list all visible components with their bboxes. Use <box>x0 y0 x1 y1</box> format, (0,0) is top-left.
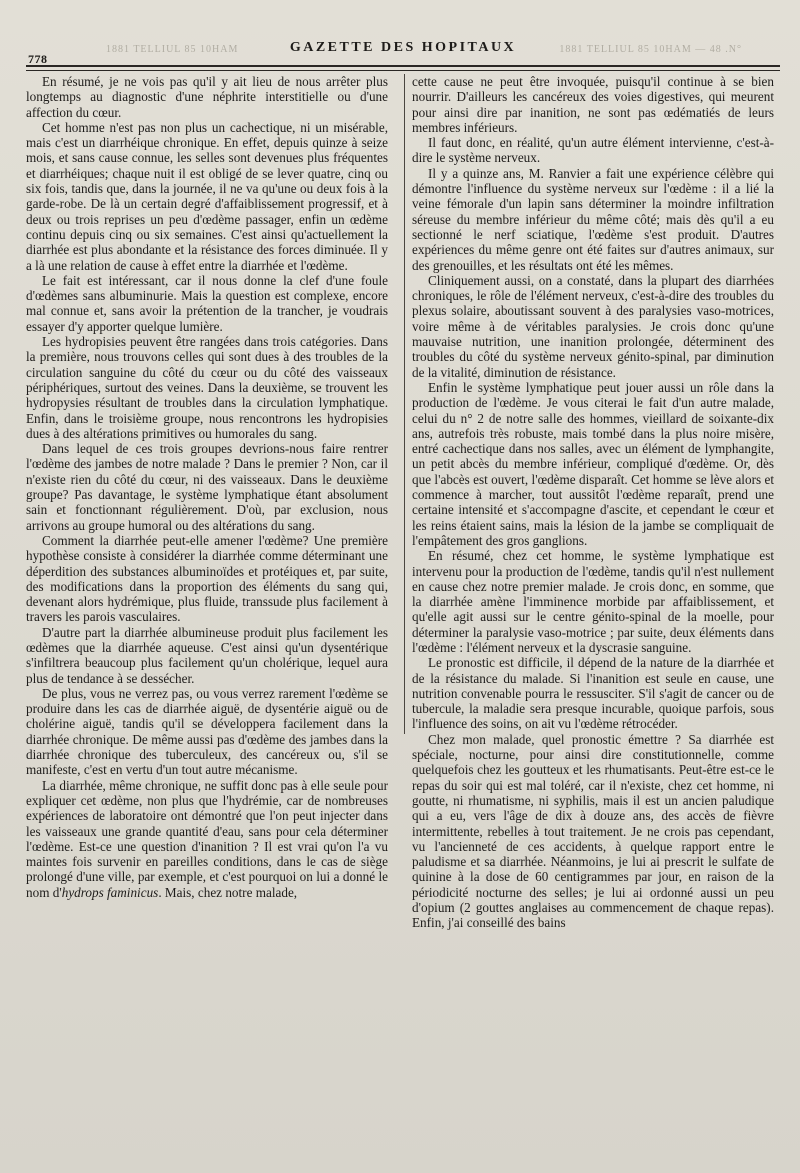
show-through-text-left: 1881 TELLIUL 85 10HAM <box>106 44 239 55</box>
paragraph: Cliniquement aussi, on a constaté, dans la plupart des diarrhées chroniques, le rôle de l'élément nerveux, c'est-à-dire des troubles du plexus solaire, aboutissant souvent à des paralysies vaso-motrices, voire même à de véritables paralysies. Je crois donc qu'une mauvaise nutrition, une inanition prolongée, déterminent des troubles du côté du système nerveux génito-spinal, par diminution de la vitalité, diminution de résistance. <box>412 272 774 380</box>
show-through-text-right: 1881 TELLIUL 85 10HAM — 48 .N° <box>559 44 742 55</box>
paragraph-tail: . Mais, chez notre malade, <box>158 884 298 900</box>
paragraph: Dans lequel de ces trois groupes devrions-nous faire rentrer l'œdème des jambes de notre malade ? Dans le premier ? Non, car il n'existe rien du côté du cœur, ni des vaisseaux. Dans le deuxième groupe? Pas davantage, le système lymphatique étant absolument sain et fonctionnant régulièrement. D'où, par exclusion, nous arrivons au groupe humoral ou des altérations du sang. <box>26 441 388 533</box>
paragraph: Il y a quinze ans, M. Ranvier a fait une expérience célèbre qui démontre l'influence du système nerveux sur l'œdème : il a lié la veine fémorale d'un lapin sans déterminer la moindre infiltration séreuse du membre inférieur du même côté; mais dès qu'il a eu sectionné le nerf sciatique, l'œdème s'est produit. D'autres expériences du même genre ont été faites sur d'autres animaux, sur des grenouilles, et les résultats ont été les mêmes. <box>412 165 774 273</box>
paragraph: En résumé, chez cet homme, le système lymphatique est intervenu pour la production de l'œdème, tandis qu'il n'est nullement en cause chez notre premier malade. Je crois donc, en somme, que la diarrhée amène l'imminence morbide par affaiblissement, et qu'elle agit aussi sur le centre génito-spinal de la moelle, pour déterminer la paralysie vaso-motrice ; par suite, deux éléments dans l'œdème : l'élément nerveux et la dyscrasie sanguine. <box>412 548 774 655</box>
page-header <box>26 38 780 64</box>
paragraph: Il faut donc, en réalité, qu'un autre élément intervienne, c'est-à-dire le système nerveux. <box>412 135 774 166</box>
page-number: 778 <box>28 52 48 66</box>
paragraph-text: La diarrhée, même chronique, ne suffit donc pas à elle seule pour expliquer cet œdème, non plus que l'hydrémie, car de nombreuses expériences de laboratoire ont démontré que l'on peut injecter dans les vaisseaux une grande quantité d'eau, sans pour cela déterminer l'œdème. Est-ce une question d'inanition ? Il est vrai qu'on l'a vu maintes fois survenir en pareilles conditions, dans le cas de siège prolongé d'une ville, par exemple, et c'est pourquoi on lui a donné le nom d' <box>26 777 388 900</box>
italic-term: hydrops faminicus <box>61 884 159 900</box>
running-title: GAZETTE DES HOPITAUX <box>289 40 517 55</box>
paragraph: Les hydropisies peuvent être rangées dans trois catégories. Dans la première, nous trouvons celles qui sont dues à des troubles de la circulation sanguine du côté du cœur ou du côté des vaisseaux périphériques, surtout des veines. Dans la deuxième, se trouvent les hydropysies résultant de troubles dans la circulation lymphatique. Enfin, dans le troisième groupe, nous rencontrons les hydropisies dues à des altérations primitives ou humorales du sang. <box>26 334 388 441</box>
left-column <box>26 74 388 900</box>
paragraph: Le fait est intéressant, car il nous donne la clef d'une foule d'œdèmes sans albuminurie. Mais la question est complexe, encore mal connue et, sans avoir la prétention de la trancher, je voudrais essayer d'y apporter quelque lumière. <box>26 272 388 334</box>
paragraph-continued: cette cause ne peut être invoquée, puisqu'il continue à se bien nourrir. D'ailleurs les cancéreux des voies digestives, qui meurent pour ainsi dire par inanition, ne sont pas œdématiés de leurs membres inférieurs. <box>412 74 774 135</box>
paragraph: En résumé, je ne vois pas qu'il y ait lieu de nous arrêter plus longtemps au diagnostic d'une néphrite interstitielle ou d'une affection du cœur. <box>26 74 388 120</box>
paragraph: D'autre part la diarrhée albumineuse produit plus facilement les œdèmes que la diarrhée aqueuse. C'est ainsi qu'un dysentérique s'infiltrera beaucoup plus facilement qu'un cholérique, lequel aura plus de tendance à se dessécher. <box>26 624 388 686</box>
paragraph: Cet homme n'est pas non plus un cachectique, ni un misérable, mais c'est un diarrhéique chronique. En effet, depuis quinze à seize mois, et sans cause connue, les selles sont devenues plus fréquentes et diarrhéiques; chaque nuit il est obligé de se lever quatre, cinq ou six fois, tandis que, dans la journée, il ne va qu'une ou deux fois à la garde-robe. De là un certain degré d'affaiblissement progressif, et à deux ou trois reprises un peu d'œdème passager, enfin un œdème continu depuis cinq ou six semaines. C'est ainsi qu'actuellement la diarrhée est plus abondante et la résistance des forces diminuée. Il y a là une relation de cause à effet entre la diarrhée et l'œdème. <box>26 119 388 273</box>
paragraph <box>26 778 388 900</box>
paragraph: Enfin le système lymphatique peut jouer aussi un rôle dans la production de l'œdème. Je vous citerai le fait d'un autre malade, celui du n° 2 de notre salle des hommes, vieillard de soixante-dix ans, autrefois très robuste, mais tombé dans la plus noire misère, entré cachectique dans nos salles, avec un élément de lymphangite, un petit abcès du membre inférieur, compliqué d'œdème. Or, dès que l'abcès est ouvert, l'œdème disparaît. Cet homme se lève alors et commence à marcher, tout aussitôt l'œdème reparaît, prend une certaine intensité et s'accompagne d'ascite, et cependant le cœur et les reins étaient sains, mais la lésion de la jambe se compliquait de l'empâtement des gros ganglions. <box>412 379 774 548</box>
right-column <box>412 74 774 931</box>
paragraph: Chez mon malade, quel pronostic émettre ? Sa diarrhée est spéciale, nocturne, pour ainsi dire constitutionnelle, comme quelquefois chez les goutteux et les rhumatisants. Peut-être est-ce le repas du soir qui est mal toléré, car il n'existe, chez cet homme, ni goutte, ni rhumatisme, ni syphilis, mais il est un ancien paludique qui a eu, vers l'âge de dix à douze ans, des accès de fièvre intermittente, rebelles à tout traitement. Je ne crois pas cependant, vu l'ancienneté de ces accidents, à quelque rapport entre le paludisme et sa diarrhée. Néanmoins, je lui ai prescrit le sulfate de quinine à la dose de 60 centigrammes par jour, en raison de la périodicité nocturne des selles; je lui ai ordonné aussi un peu d'opium (2 gouttes anglaises au commencement de chaque repas). Enfin, j'ai conseillé des bains <box>412 731 774 931</box>
column-divider <box>404 74 405 734</box>
header-rule <box>26 65 780 71</box>
paragraph: De plus, vous ne verrez pas, ou vous verrez rarement l'œdème se produire dans les cas de diarrhée aiguë, de dysentérie aiguë ou de cholérine aiguë, tandis qu'il se développera facilement dans la diarrhée chronique. De même aussi pas d'œdème des jambes dans la diarrhée chronique des tuberculeux, des cancéreux ou, s'il se manifeste, c'est en vertu d'un tout autre mécanisme. <box>26 685 388 778</box>
paragraph: Comment la diarrhée peut-elle amener l'œdème? Une première hypothèse consiste à considérer la diarrhée comme déterminant une déperdition des substances albuminoïdes et protéiques et, par suite, des modifications dans la proportion des éléments du sang qui, devenant alors hydrémique, plus fluide, transsude plus facilement à travers les parois vasculaires. <box>26 532 388 625</box>
article-columns <box>26 74 778 1173</box>
paragraph: Le pronostic est difficile, il dépend de la nature de la diarrhée et de la résistance du malade. Si l'inanition est seule en cause, une nutrition convenable pourra le ressusciter. S'il s'agit de cancer ou de tubercule, la maladie sera presque incurable, quoique parfois, sous l'influence des soins, on ait vu l'œdème rétrocéder. <box>412 655 774 732</box>
